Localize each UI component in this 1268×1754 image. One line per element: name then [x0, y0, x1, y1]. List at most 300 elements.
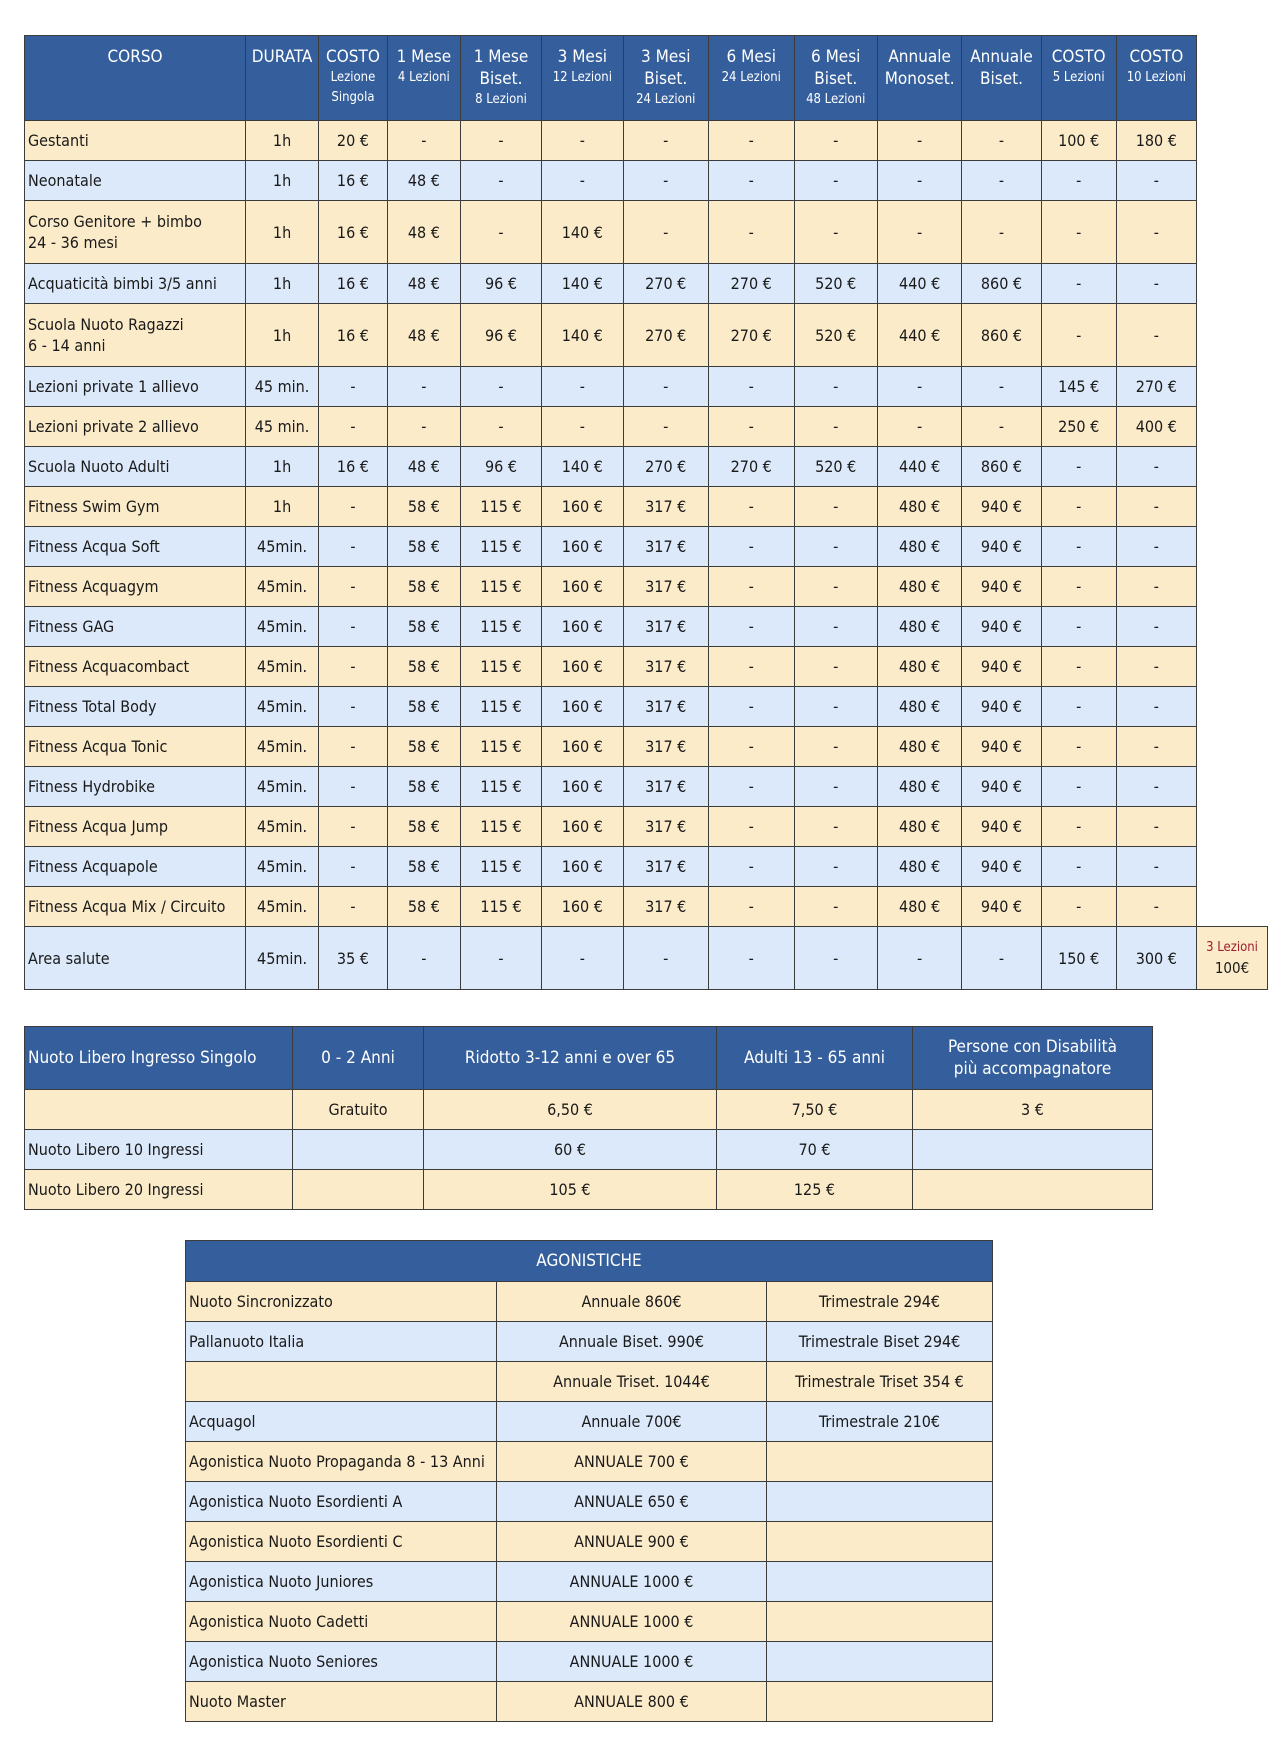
price-cell: - [794, 527, 877, 567]
price-cell: 520 € [794, 447, 877, 487]
price-cell: - [1041, 767, 1116, 807]
row-spacer [1196, 607, 1267, 647]
free-swim-header-0-2: 0 - 2 Anni [293, 1027, 424, 1090]
free-swim-price: 70 € [717, 1130, 913, 1170]
free-swim-table [24, 1026, 1153, 1210]
price-cell: 940 € [962, 647, 1041, 687]
price-cell: - [319, 367, 388, 407]
free-swim-header-reduced: Ridotto 3-12 anni e over 65 [424, 1027, 717, 1090]
price-cell: - [1116, 687, 1196, 727]
competitive-row [186, 1282, 993, 1322]
price-cell: 940 € [962, 727, 1041, 767]
courses-header-row [25, 36, 1268, 121]
course-row [25, 607, 1268, 647]
price-cell: - [1116, 887, 1196, 927]
competitive-name: Nuoto Sincronizzato [186, 1282, 497, 1322]
header-spacer [1196, 36, 1267, 121]
price-cell: - [460, 407, 541, 447]
price-cell: 58 € [387, 567, 460, 607]
price-cell: - [962, 161, 1041, 201]
extra-note-3-lessons [1196, 927, 1267, 990]
competitive-row [186, 1482, 993, 1522]
price-cell: - [794, 487, 877, 527]
price-cell: 48 € [387, 161, 460, 201]
course-name: Fitness Total Body [25, 687, 246, 727]
price-cell: 520 € [794, 264, 877, 304]
price-cell: - [962, 367, 1041, 407]
price-cell: - [709, 487, 795, 527]
price-cell: - [319, 407, 388, 447]
price-cell: 940 € [962, 767, 1041, 807]
competitive-quarterly: Trimestrale 210€ [767, 1402, 993, 1442]
price-cell: 940 € [962, 607, 1041, 647]
competitive-annual: Annuale Biset. 990€ [497, 1322, 767, 1362]
competitive-table [185, 1240, 993, 1722]
price-cell: 115 € [460, 887, 541, 927]
course-row [25, 121, 1268, 161]
free-swim-label: Nuoto Libero 20 Ingressi [25, 1170, 293, 1210]
price-cell: 1h [246, 304, 319, 367]
price-cell: - [623, 407, 709, 447]
competitive-row [186, 1442, 993, 1482]
course-row [25, 687, 1268, 727]
row-spacer [1196, 527, 1267, 567]
price-cell: 1h [246, 161, 319, 201]
price-cell: 480 € [877, 807, 961, 847]
course-row [25, 567, 1268, 607]
price-cell: 45min. [246, 767, 319, 807]
header-cell-course: CORSO [25, 36, 246, 121]
price-cell: 58 € [387, 687, 460, 727]
row-spacer [1196, 447, 1267, 487]
course-name: Acquaticità bimbi 3/5 anni [25, 264, 246, 304]
price-cell: 48 € [387, 304, 460, 367]
price-cell: 940 € [962, 887, 1041, 927]
price-cell: 48 € [387, 201, 460, 264]
competitive-quarterly [767, 1682, 993, 1722]
course-name: Gestanti [25, 121, 246, 161]
price-cell: - [460, 367, 541, 407]
row-spacer [1196, 847, 1267, 887]
competitive-row [186, 1402, 993, 1442]
price-cell: 45min. [246, 687, 319, 727]
price-cell: 115 € [460, 487, 541, 527]
course-row [25, 807, 1268, 847]
competitive-annual: ANNUALE 800 € [497, 1682, 767, 1722]
price-cell: - [877, 407, 961, 447]
price-cell: 58 € [387, 527, 460, 567]
price-cell: 270 € [709, 447, 795, 487]
price-cell: 160 € [542, 647, 623, 687]
price-cell: - [877, 927, 961, 990]
price-cell: - [709, 407, 795, 447]
header-cell-3-months: 3 Mesi 12 Lezioni [542, 36, 623, 121]
price-cell: - [877, 121, 961, 161]
free-swim-price: 3 € [913, 1090, 1153, 1130]
free-swim-price: 125 € [717, 1170, 913, 1210]
price-cell: 140 € [542, 447, 623, 487]
price-cell: - [319, 807, 388, 847]
competitive-annual: ANNUALE 900 € [497, 1522, 767, 1562]
price-cell: 115 € [460, 687, 541, 727]
free-swim-label [25, 1090, 293, 1130]
row-spacer [1196, 807, 1267, 847]
price-cell: - [962, 201, 1041, 264]
competitive-annual: Annuale 700€ [497, 1402, 767, 1442]
price-cell: - [1116, 264, 1196, 304]
price-cell: - [1041, 201, 1116, 264]
course-name: Scuola Nuoto Adulti [25, 447, 246, 487]
price-cell: 940 € [962, 487, 1041, 527]
price-cell: 1h [246, 201, 319, 264]
price-cell: 317 € [623, 607, 709, 647]
price-cell: - [319, 847, 388, 887]
price-cell: 480 € [877, 847, 961, 887]
price-cell: 1h [246, 121, 319, 161]
price-cell: - [1041, 567, 1116, 607]
course-row [25, 201, 1268, 264]
price-cell: - [1041, 727, 1116, 767]
row-spacer [1196, 304, 1267, 367]
price-cell: 317 € [623, 887, 709, 927]
course-row [25, 161, 1268, 201]
price-cell: - [794, 727, 877, 767]
price-cell: - [460, 161, 541, 201]
free-swim-price: 105 € [424, 1170, 717, 1210]
price-cell: - [877, 367, 961, 407]
competitive-name: Nuoto Master [186, 1682, 497, 1722]
price-cell: 140 € [542, 201, 623, 264]
free-swim-price: 6,50 € [424, 1090, 717, 1130]
header-cell-5-lessons: COSTO 5 Lezioni [1041, 36, 1116, 121]
price-cell: - [1116, 304, 1196, 367]
price-cell: - [1041, 607, 1116, 647]
price-cell: 440 € [877, 304, 961, 367]
course-row [25, 487, 1268, 527]
competitive-row [186, 1522, 993, 1562]
price-cell: 480 € [877, 607, 961, 647]
competitive-header-row [186, 1241, 993, 1282]
price-cell: 440 € [877, 447, 961, 487]
price-cell: - [794, 567, 877, 607]
competitive-name: Agonistica Nuoto Propaganda 8 - 13 Anni [186, 1442, 497, 1482]
extra-note-label: 3 Lezioni [1206, 940, 1258, 955]
price-cell: - [794, 927, 877, 990]
free-swim-row [25, 1170, 1153, 1210]
price-cell: - [387, 367, 460, 407]
header-cell-single-lesson: COSTO Lezione Singola [319, 36, 388, 121]
price-cell: - [1041, 687, 1116, 727]
price-cell: - [1116, 201, 1196, 264]
header-cell-3-months-biset: 3 Mesi Biset. 24 Lezioni [623, 36, 709, 121]
price-cell: 270 € [623, 304, 709, 367]
extra-note-value: 100€ [1214, 959, 1250, 977]
price-cell: 160 € [542, 807, 623, 847]
price-cell: 96 € [460, 447, 541, 487]
course-name: Fitness Acqua Soft [25, 527, 246, 567]
price-cell: - [709, 527, 795, 567]
price-cell: 45min. [246, 927, 319, 990]
header-cell-1-month: 1 Mese 4 Lezioni [387, 36, 460, 121]
competitive-quarterly [767, 1562, 993, 1602]
price-cell: 96 € [460, 264, 541, 304]
price-cell: 115 € [460, 527, 541, 567]
price-cell: - [709, 121, 795, 161]
free-swim-row [25, 1130, 1153, 1170]
header-cell-duration: DURATA [246, 36, 319, 121]
price-cell: 317 € [623, 567, 709, 607]
price-cell: - [1041, 161, 1116, 201]
course-name: Area salute [25, 927, 246, 990]
price-cell: 480 € [877, 887, 961, 927]
competitive-annual: ANNUALE 700 € [497, 1442, 767, 1482]
price-cell: 300 € [1116, 927, 1196, 990]
price-cell: - [542, 927, 623, 990]
course-row [25, 847, 1268, 887]
price-cell: 480 € [877, 727, 961, 767]
price-cell: 1h [246, 447, 319, 487]
price-cell: - [794, 367, 877, 407]
price-cell: 160 € [542, 767, 623, 807]
competitive-name: Agonistica Nuoto Cadetti [186, 1602, 497, 1642]
price-cell: 45min. [246, 887, 319, 927]
price-cell: - [1041, 647, 1116, 687]
price-cell: 16 € [319, 201, 388, 264]
price-cell: - [794, 121, 877, 161]
price-cell: 270 € [709, 264, 795, 304]
price-cell: - [1116, 567, 1196, 607]
price-cell: - [1041, 487, 1116, 527]
price-cell: - [1041, 887, 1116, 927]
course-name: Fitness Hydrobike [25, 767, 246, 807]
price-cell: 940 € [962, 527, 1041, 567]
free-swim-price [293, 1130, 424, 1170]
price-cell: 45min. [246, 847, 319, 887]
price-cell: - [387, 927, 460, 990]
price-cell: - [709, 847, 795, 887]
price-cell: 20 € [319, 121, 388, 161]
price-cell: - [709, 687, 795, 727]
price-cell: 940 € [962, 687, 1041, 727]
price-cell: 400 € [1116, 407, 1196, 447]
price-cell: - [794, 807, 877, 847]
price-cell: 45min. [246, 727, 319, 767]
price-cell: - [962, 121, 1041, 161]
price-cell: - [623, 927, 709, 990]
row-spacer [1196, 647, 1267, 687]
price-cell: - [623, 201, 709, 264]
competitive-name: Agonistica Nuoto Seniores [186, 1642, 497, 1682]
price-cell: 45 min. [246, 407, 319, 447]
free-swim-price: Gratuito [293, 1090, 424, 1130]
course-name: Fitness Acquagym [25, 567, 246, 607]
price-cell: 45min. [246, 607, 319, 647]
competitive-quarterly: Trimestrale Triset 354 € [767, 1362, 993, 1402]
price-cell: - [709, 727, 795, 767]
competitive-quarterly [767, 1522, 993, 1562]
price-cell: - [794, 847, 877, 887]
price-cell: 115 € [460, 607, 541, 647]
price-cell: - [794, 887, 877, 927]
competitive-annual: Annuale 860€ [497, 1282, 767, 1322]
price-cell: - [623, 121, 709, 161]
price-cell: - [542, 367, 623, 407]
course-row [25, 927, 1268, 990]
price-cell: 1h [246, 264, 319, 304]
course-row [25, 304, 1268, 367]
competitive-annual: ANNUALE 650 € [497, 1482, 767, 1522]
header-cell-annual-biset: Annuale Biset. [962, 36, 1041, 121]
price-cell: - [709, 607, 795, 647]
course-name: Fitness Acquapole [25, 847, 246, 887]
competitive-name: Agonistica Nuoto Esordienti C [186, 1522, 497, 1562]
price-cell: 160 € [542, 527, 623, 567]
course-row [25, 407, 1268, 447]
free-swim-price [913, 1170, 1153, 1210]
course-row [25, 367, 1268, 407]
price-cell: - [962, 927, 1041, 990]
price-cell: 160 € [542, 687, 623, 727]
course-row [25, 527, 1268, 567]
price-cell: 270 € [623, 447, 709, 487]
price-cell: - [542, 121, 623, 161]
course-row [25, 767, 1268, 807]
price-cell: 317 € [623, 767, 709, 807]
price-cell: - [1041, 447, 1116, 487]
header-cell-annual-monoset: Annuale Monoset. [877, 36, 961, 121]
price-cell: 317 € [623, 727, 709, 767]
header-cell-6-months: 6 Mesi 24 Lezioni [709, 36, 795, 121]
price-cell: - [1041, 807, 1116, 847]
course-name: Neonatale [25, 161, 246, 201]
price-cell: 16 € [319, 264, 388, 304]
price-cell: 270 € [623, 264, 709, 304]
price-cell: - [1041, 527, 1116, 567]
price-cell: 58 € [387, 807, 460, 847]
price-cell: 860 € [962, 304, 1041, 367]
course-row [25, 887, 1268, 927]
price-cell: - [1116, 607, 1196, 647]
course-name: Corso Genitore + bimbo 24 - 36 mesi [25, 201, 246, 264]
competitive-row [186, 1322, 993, 1362]
row-spacer [1196, 407, 1267, 447]
row-spacer [1196, 767, 1267, 807]
price-cell: 480 € [877, 487, 961, 527]
price-cell: 45min. [246, 807, 319, 847]
row-spacer [1196, 727, 1267, 767]
price-cell: 96 € [460, 304, 541, 367]
price-cell: 140 € [542, 304, 623, 367]
price-cell: - [794, 201, 877, 264]
price-cell: 317 € [623, 647, 709, 687]
price-cell: 16 € [319, 304, 388, 367]
price-cell: 180 € [1116, 121, 1196, 161]
price-cell: 115 € [460, 567, 541, 607]
price-cell: - [1116, 807, 1196, 847]
price-cell: - [460, 927, 541, 990]
competitive-name: Acquagol [186, 1402, 497, 1442]
price-cell: - [460, 121, 541, 161]
course-name: Lezioni private 1 allievo [25, 367, 246, 407]
price-cell: 58 € [387, 607, 460, 647]
course-name: Lezioni private 2 allievo [25, 407, 246, 447]
price-cell: 160 € [542, 847, 623, 887]
price-cell: 100 € [1041, 121, 1116, 161]
price-cell: 1h [246, 487, 319, 527]
row-spacer [1196, 201, 1267, 264]
price-cell: 58 € [387, 647, 460, 687]
price-cell: 250 € [1041, 407, 1116, 447]
course-name: Fitness Acqua Jump [25, 807, 246, 847]
price-cell: - [794, 407, 877, 447]
price-cell: - [319, 527, 388, 567]
price-cell: - [1041, 304, 1116, 367]
price-cell: 270 € [1116, 367, 1196, 407]
competitive-quarterly: Trimestrale 294€ [767, 1282, 993, 1322]
price-cell: - [623, 161, 709, 201]
price-cell: - [709, 807, 795, 847]
price-cell: - [709, 767, 795, 807]
price-cell: 45min. [246, 647, 319, 687]
competitive-quarterly [767, 1442, 993, 1482]
course-name: Fitness Acqua Mix / Circuito [25, 887, 246, 927]
competitive-annual: ANNUALE 1000 € [497, 1602, 767, 1642]
price-cell: - [709, 161, 795, 201]
course-name: Fitness Acquacombact [25, 647, 246, 687]
price-cell: 140 € [542, 264, 623, 304]
price-cell: - [460, 201, 541, 264]
competitive-row [186, 1642, 993, 1682]
price-cell: 115 € [460, 847, 541, 887]
competitive-quarterly [767, 1602, 993, 1642]
price-cell: - [542, 161, 623, 201]
free-swim-row [25, 1090, 1153, 1130]
header-cell-10-lessons: COSTO 10 Lezioni [1116, 36, 1196, 121]
price-cell: - [319, 567, 388, 607]
price-cell: 317 € [623, 527, 709, 567]
competitive-annual: ANNUALE 1000 € [497, 1642, 767, 1682]
price-cell: 520 € [794, 304, 877, 367]
price-cell: - [1116, 447, 1196, 487]
price-cell: 160 € [542, 567, 623, 607]
price-cell: - [877, 161, 961, 201]
price-cell: 115 € [460, 647, 541, 687]
price-cell: - [1116, 727, 1196, 767]
price-cell: 860 € [962, 264, 1041, 304]
competitive-quarterly [767, 1642, 993, 1682]
price-cell: - [319, 607, 388, 647]
price-cell: - [962, 407, 1041, 447]
price-cell: 48 € [387, 447, 460, 487]
row-spacer [1196, 687, 1267, 727]
price-cell: - [794, 687, 877, 727]
course-row [25, 647, 1268, 687]
course-name: Fitness GAG [25, 607, 246, 647]
course-name: Fitness Swim Gym [25, 487, 246, 527]
course-name: Fitness Acqua Tonic [25, 727, 246, 767]
price-cell: 16 € [319, 447, 388, 487]
competitive-row [186, 1562, 993, 1602]
price-cell: 48 € [387, 264, 460, 304]
competitive-name: Pallanuoto Italia [186, 1322, 497, 1362]
competitive-row [186, 1362, 993, 1402]
course-name: Scuola Nuoto Ragazzi 6 - 14 anni [25, 304, 246, 367]
course-row [25, 727, 1268, 767]
price-cell: 940 € [962, 567, 1041, 607]
row-spacer [1196, 121, 1267, 161]
competitive-annual: ANNUALE 1000 € [497, 1562, 767, 1602]
price-cell: - [1116, 767, 1196, 807]
